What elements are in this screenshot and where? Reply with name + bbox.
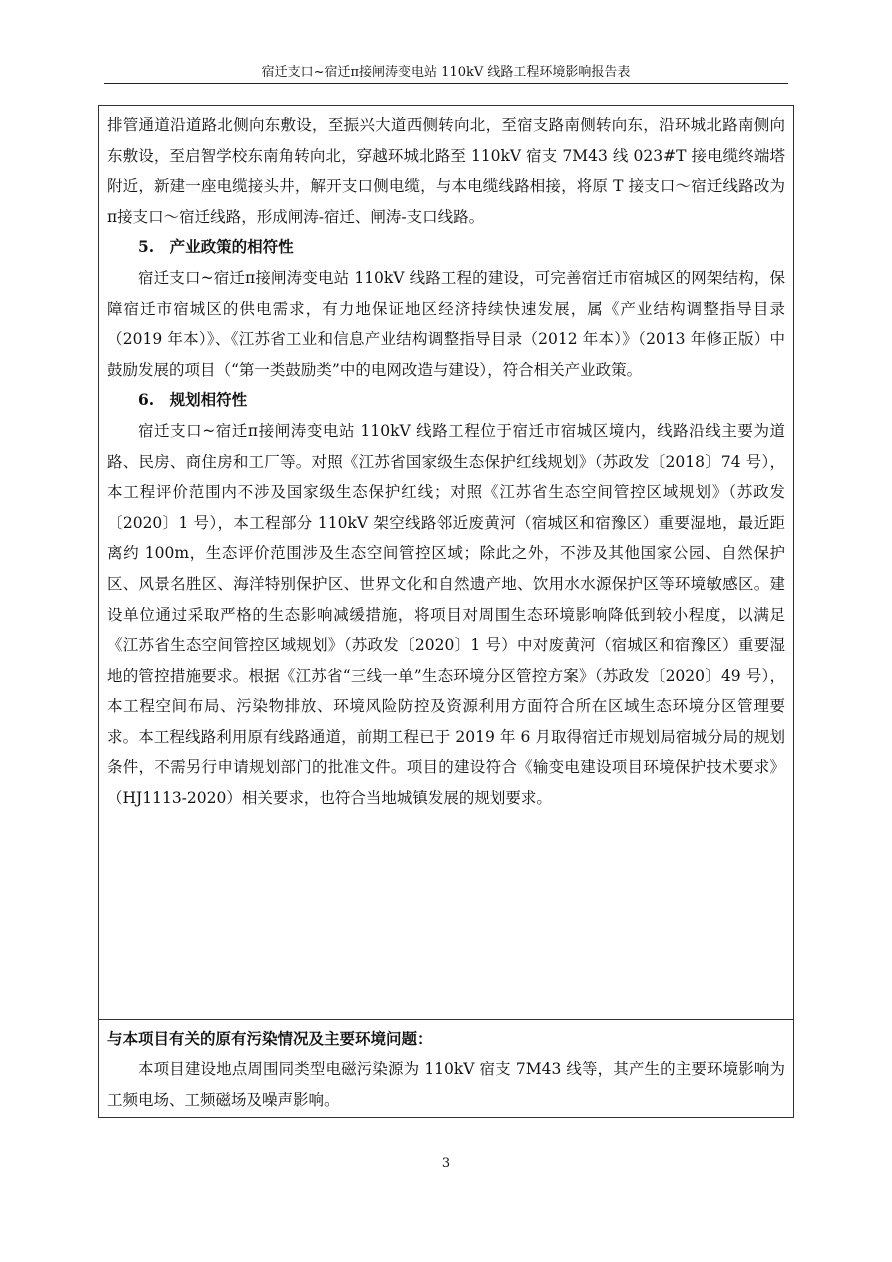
document-header: 宿迁支口~宿迁π接闸涛变电站 110kV 线路工程环境影响报告表 <box>261 65 631 80</box>
existing-pollution-cell <box>99 1020 793 1117</box>
heading-industrial-policy: 5. 产业政策的相符性 <box>138 237 294 257</box>
heading-planning-compliance: 6. 规划相符性 <box>138 390 248 410</box>
pollution-section-title: 与本项目有关的原有污染情况及主要环境问题： <box>107 1029 433 1048</box>
project-description-cell <box>99 106 793 1020</box>
policy-paragraph: 宿迁支口~宿迁π接闸涛变电站 110kV 线路工程的建设，可完善宿迁市宿城区的网架结构，保障宿迁市宿城区的供电需求，有力地保证地区经济持续快速发展，属《产业结构调整指导目录（2019 年本）》、《江苏省工业和信息产业结构调整指导目录（2012 年本）》（2013 年修正版）中鼓励发展的项目（“第一类鼓励类”中的电网改造与建设），符合相关产业政策。 <box>107 268 785 379</box>
planning-paragraph: 宿迁支口~宿迁π接闸涛变电站 110kV 线路工程位于宿迁市宿城区境内，线路沿线主要为道路、民房、商住房和工厂等。对照《江苏省国家级生态保护红线规划》（苏政发〔2018〕74 号），本工程评价范围内不涉及国家级生态保护红线；对照《江苏省生态空间管控区域规划》（苏政发〔2020〕1 号），本工程部分 110kV 架空线路邻近废黄河（宿城区和宿豫区）重要湿地，最近距离约 100m，生态评价范围涉及生态空间管控区域；除此之外，不涉及其他国家公园、自然保护区、风景名胜区、海洋特别保护区、世界文化和自然遗产地、饮用水水源保护区等环境敏感区。建设单位通过采取严格的生态影响减缓措施，将项目对周围生态环境影响降低到较小程度，以满足《江苏省生态空间管控区域规划》（苏政发〔2020〕1 号）中对废黄河（宿城区和宿豫区）重要湿地的管控措施要求。根据《江苏省“三线一单”生态环境分区管控方案》（苏政发〔2020〕49 号），本工程空间布局、污染物排放、环境风险防控及资源利用方面符合所在区域生态环境分区管理要求。本工程线路利用原有线路通道，前期工程已于 2019 年 6 月取得宿迁市规划局宿城分局的规划条件，不需另行申请规划部门的批准文件。项目的建设符合《输变电建设项目环境保护技术要求》（HJ1113-2020）相关要求，也符合当地城镇发展的规划要求。 <box>107 421 785 808</box>
route-paragraph: 排管通道沿道路北侧向东敷设，至振兴大道西侧转向北，至宿支路南侧转向东，沿环城北路南侧向东敷设，至启智学校东南角转向北，穿越环城北路至 110kV 宿支 7M43 线 023#T 接电缆终端塔附近，新建一座电缆接头井，解开支口侧电缆，与本电缆线路相接，将原 T 接支口～宿迁线路改为π接支口～宿迁线路，形成闸涛-宿迁、闸涛-支口线路。 <box>107 116 785 226</box>
pollution-paragraph: 本项目建设地点周围同类型电磁污染源为 110kV 宿支 7M43 线等，其产生的主要环境影响为工频电场、工频磁场及噪声影响。 <box>107 1060 785 1109</box>
report-table <box>98 105 794 1118</box>
page-number: 3 <box>441 1156 451 1171</box>
header-rule <box>104 83 788 84</box>
